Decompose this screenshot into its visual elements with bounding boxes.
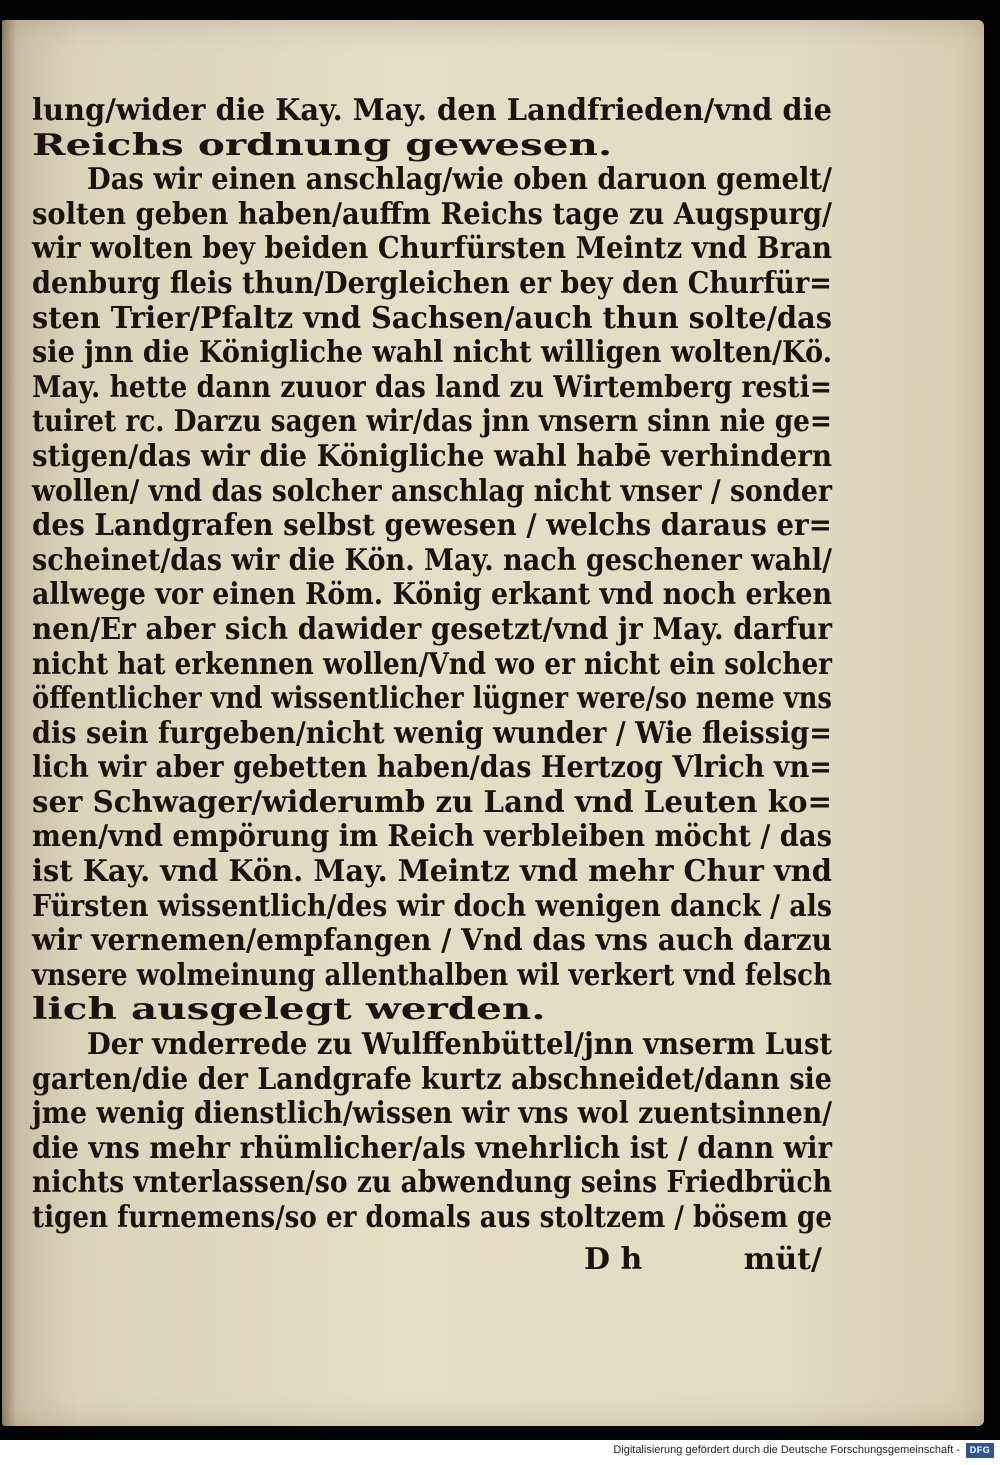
catchword: müt/ [743,1242,822,1277]
text-line: garten/die der Landgrafe kurtz abschneidet/dann sie [32,1061,832,1097]
text-line: öffentlicher vnd wissentlicher lügner were/so neme vns [32,681,832,717]
text-line: wollen/ vnd das solcher anschlag nicht vnser / sonder [32,473,833,509]
text-line: nen/Er aber sich dawider gesetzt/vnd jr May. darfur [32,611,833,647]
text-line: lich wir aber gebetten haben/das Hertzog Vlrich vn= [32,750,832,786]
book-page [2,20,984,1426]
text-line: denburg fleis thun/Dergleichen er bey den Churfür= [32,265,832,301]
text-line: tuiret rc. Darzu sagen wir/das jnn vnsern sinn nie ge= [32,404,833,440]
text-line: lich ausgelegt werden. [32,992,546,1028]
signature-mark: D h [584,1242,643,1277]
text-line: tigen furnemens/so er domals aus stoltzem / bösem ge [32,1200,833,1235]
text-line: vnsere wolmeinung allenthalben wil verkert vnd felsch [32,957,832,993]
text-line: jme wenig dienstlich/wissen wir vns wol zuentsinnen/ [32,1096,832,1132]
page-text [32,94,842,1236]
text-line: stigen/das wir die Königliche wahl habē verhindern [32,438,833,474]
text-line: sie jnn die Königliche wahl nicht willigen wolten/Kö. [32,335,833,371]
dfg-logo: DFG [966,1443,994,1458]
text-line: nichts vnterlassen/so zu abwendung seins Friedbrüch [32,1165,832,1201]
text-line: Reichs ordnung gewesen. [32,127,613,163]
text-line: Das wir einen anschlag/wie oben daruon gemelt/ [87,162,833,198]
funding-credit: Digitalisierung gefördert durch die Deutsche Forschungsgemeinschaft - [613,1444,960,1456]
text-line: May. hette dann zuuor das land zu Wirtemberg resti= [32,369,832,405]
text-line: wir wolten bey beiden Churfürsten Meintz vnd Bran [32,231,833,267]
text-line: des Landgrafen selbst gewesen / welchs daraus er= [32,508,832,544]
footer-bar [0,1440,1000,1465]
text-line: allwege vor einen Röm. König erkant vnd noch erken [32,577,832,613]
text-line: solten geben haben/auffm Reichs tage zu Augspurg/ [32,196,832,232]
text-line: wir vernemen/empfangen / Vnd das vns auch darzu [32,923,833,959]
text-line: dis sein furgeben/nicht wenig wunder / Wie fleissig= [32,715,832,751]
catchline [32,1242,832,1278]
text-line: ist Kay. vnd Kön. May. Meintz vnd mehr Chur vnd [32,854,832,890]
text-line: men/vnd empörung im Reich verbleiben möcht / das [32,819,832,855]
text-line: scheinet/das wir die Kön. May. nach geschener wahl/ [32,542,832,578]
text-line: Fürsten wissentlich/des wir doch wenigen danck / als [32,888,832,924]
text-line: ser Schwager/widerumb zu Land vnd Leuten ko= [32,784,832,820]
text-line: sten Trier/Pfaltz vnd Sachsen/auch thun solte/das [32,300,832,336]
text-line: lung/wider die Kay. May. den Landfrieden/vnd die [32,93,832,128]
text-line: Der vnderrede zu Wulffenbüttel/jnn vnserm Lust [87,1027,833,1063]
text-line: die vns mehr rhümlicher/als vnehrlich ist / dann wir [32,1130,832,1166]
text-line: nicht hat erkennen wollen/Vnd wo er nicht ein solcher [32,646,832,682]
